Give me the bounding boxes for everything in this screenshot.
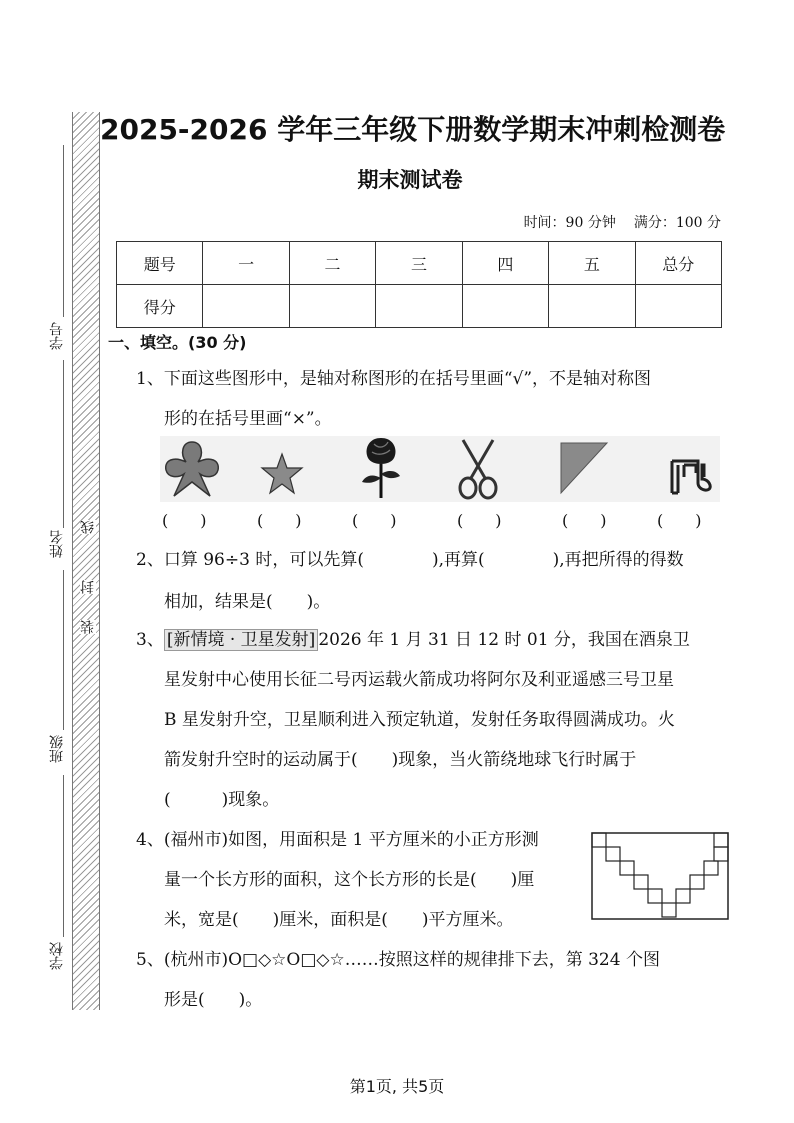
q3-line2: 星发射中心使用长征二号丙运载火箭成功将阿尔及利亚遥感三号卫星 bbox=[164, 670, 674, 690]
table-cell: 一 bbox=[203, 242, 289, 285]
score-table bbox=[116, 241, 722, 328]
table-cell: 三 bbox=[376, 242, 462, 285]
page-title: 2025-2026 学年三年级下册数学期末冲刺检测卷 bbox=[100, 113, 726, 146]
section-heading: 一、填空。(30 分) bbox=[108, 333, 247, 352]
name-label: 姓名 bbox=[49, 530, 65, 558]
school-label: 学校 bbox=[49, 942, 65, 970]
score-input-cell[interactable] bbox=[549, 285, 635, 328]
score-input-cell[interactable] bbox=[289, 285, 375, 328]
q1-answer-blank-2[interactable]: ( ) bbox=[257, 511, 302, 530]
q3-line1 bbox=[136, 630, 690, 650]
bind-word-3: 线 bbox=[80, 520, 96, 534]
name-line bbox=[63, 360, 64, 528]
class-label: 班级 bbox=[49, 735, 65, 763]
bind-word-2: 封 bbox=[80, 580, 96, 594]
triangle-icon bbox=[558, 440, 610, 496]
full-score-label: 满分：100 分 bbox=[633, 215, 721, 231]
bind-word-1: 装 bbox=[80, 620, 96, 634]
time-score-info bbox=[506, 212, 721, 232]
q3-line5: ( )现象。 bbox=[164, 790, 280, 810]
q1-answer-blank-3[interactable]: ( ) bbox=[352, 511, 397, 530]
table-cell: 五 bbox=[549, 242, 635, 285]
q3-line4: 箭发射升空时的运动属于( )现象，当火箭绕地球飞行时属于 bbox=[164, 750, 637, 770]
time-label: 时间：90 分钟 bbox=[523, 215, 616, 231]
q2-line1: 2、口算 96÷3 时，可以先算( ),再算( ),再把所得的得数 bbox=[136, 550, 684, 570]
student-id-label: 学号 bbox=[49, 322, 65, 350]
score-input-cell[interactable] bbox=[462, 285, 548, 328]
q3-line3: B 星发射升空，卫星顺利进入预定轨道，发射任务取得圆满成功。火 bbox=[164, 710, 675, 730]
q1-answer-blank-1[interactable]: ( ) bbox=[162, 511, 207, 530]
q1-answer-blank-6[interactable]: ( ) bbox=[657, 511, 702, 530]
score-input-cell[interactable] bbox=[376, 285, 462, 328]
student-id-line bbox=[63, 145, 64, 317]
rectangle-grid-diagram bbox=[590, 831, 730, 921]
rose-icon bbox=[356, 434, 406, 500]
score-input-cell[interactable] bbox=[203, 285, 289, 328]
q4-line2: 量一个长方形的面积，这个长方形的长是( )厘 bbox=[164, 870, 535, 890]
q1-line2: 形的在括号里画“×”。 bbox=[164, 409, 332, 429]
q1-figure-strip bbox=[160, 436, 720, 502]
scissors-icon bbox=[453, 438, 503, 500]
q1-answer-blank-4[interactable]: ( ) bbox=[457, 511, 502, 530]
q3-context-tag: [新情境 · 卫星发射] bbox=[164, 629, 318, 651]
q5-line1: 5、(杭州市)O□◇☆O□◇☆……按照这样的规律排下去，第 324 个图 bbox=[136, 950, 660, 970]
table-cell: 二 bbox=[289, 242, 375, 285]
page-footer: 第1页, 共5页 bbox=[349, 1077, 445, 1096]
page-subtitle: 期末测试卷 bbox=[357, 168, 463, 192]
q2-line2: 相加，结果是( )。 bbox=[164, 592, 331, 612]
table-cell: 得分 bbox=[117, 285, 203, 328]
table-cell: 题号 bbox=[117, 242, 203, 285]
flower-icon bbox=[160, 438, 224, 500]
q5-line2: 形是( )。 bbox=[164, 990, 263, 1010]
q3-line1-text: 2026 年 1 月 31 日 12 时 01 分，我国在酒泉卫 bbox=[318, 630, 690, 650]
school-line bbox=[63, 775, 64, 937]
score-table-header-row bbox=[117, 242, 722, 285]
q1-line1: 1、下面这些图形中，是轴对称图形的在括号里画“√”，不是轴对称图 bbox=[136, 369, 652, 389]
music-note-icon bbox=[666, 455, 716, 499]
binding-strip bbox=[72, 112, 100, 1010]
score-input-cell[interactable] bbox=[635, 285, 721, 328]
score-table-score-row bbox=[117, 285, 722, 328]
table-cell: 总分 bbox=[635, 242, 721, 285]
q1-answer-blank-5[interactable]: ( ) bbox=[562, 511, 607, 530]
class-line bbox=[63, 570, 64, 730]
q4-line1: 4、(福州市)如图，用面积是 1 平方厘米的小正方形测 bbox=[136, 830, 539, 850]
table-cell: 四 bbox=[462, 242, 548, 285]
q3-number: 3、 bbox=[136, 630, 164, 650]
star-icon bbox=[260, 452, 304, 496]
q4-line3: 米，宽是( )厘米，面积是( )平方厘米。 bbox=[164, 910, 514, 930]
